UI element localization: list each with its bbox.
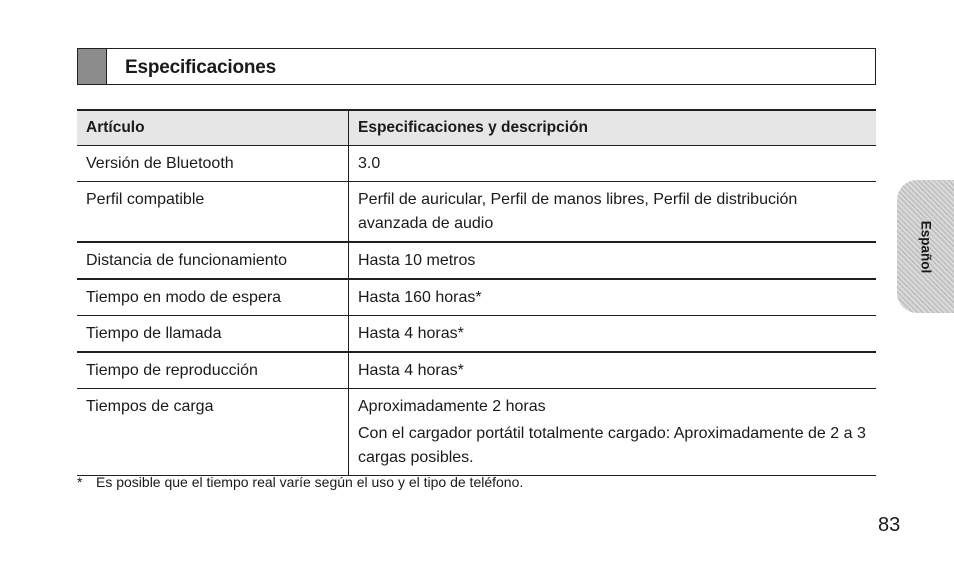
language-tab-label: Español xyxy=(918,220,933,273)
charging-time-line: Aproximadamente 2 horas xyxy=(358,398,546,415)
row-spec-talk-time: Hasta 4 horas* xyxy=(349,316,877,353)
table-row xyxy=(77,146,876,182)
row-spec-operating-range: Hasta 10 metros xyxy=(349,242,877,279)
table-row xyxy=(77,182,876,243)
footnote-text: Es posible que el tiempo real varíe según el uso y el tipo de teléfono. xyxy=(96,474,524,490)
row-spec-standby-time: Hasta 160 horas* xyxy=(349,279,877,316)
column-header-spec: Especificaciones y descripción xyxy=(349,110,877,146)
row-item-playback-time: Tiempo de reproducción xyxy=(77,352,349,389)
table-row xyxy=(77,242,876,279)
row-spec-bluetooth-version: 3.0 xyxy=(349,146,877,182)
row-item-charging-time: Tiempos de carga xyxy=(77,389,349,476)
row-item-supported-profile: Perfil compatible xyxy=(77,182,349,243)
section-marker xyxy=(78,49,107,84)
row-spec-charging-time xyxy=(349,389,877,476)
footnote xyxy=(77,474,523,490)
table-row xyxy=(77,352,876,389)
row-item-standby-time: Tiempo en modo de espera xyxy=(77,279,349,316)
row-spec-supported-profile: Perfil de auricular, Perfil de manos libres, Perfil de distribución avanzada de audio xyxy=(349,182,877,243)
table-row xyxy=(77,316,876,353)
page-number: 83 xyxy=(878,514,901,536)
row-spec-playback-time: Hasta 4 horas* xyxy=(349,352,877,389)
row-item-bluetooth-version: Versión de Bluetooth xyxy=(77,146,349,182)
table-row xyxy=(77,389,876,476)
language-side-tab xyxy=(897,180,954,313)
footnote-marker: * xyxy=(77,474,83,490)
row-item-talk-time: Tiempo de llamada xyxy=(77,316,349,353)
section-title: Especificaciones xyxy=(125,57,276,78)
section-header xyxy=(77,48,876,85)
charging-capacity-line: Con el cargador portátil totalmente cargado: Aproximadamente de 2 a 3 cargas posibles. xyxy=(358,425,866,466)
row-item-operating-range: Distancia de funcionamiento xyxy=(77,242,349,279)
column-header-item: Artículo xyxy=(77,110,349,146)
table-header-row xyxy=(77,110,876,146)
specifications-table xyxy=(77,109,876,476)
table-row xyxy=(77,279,876,316)
